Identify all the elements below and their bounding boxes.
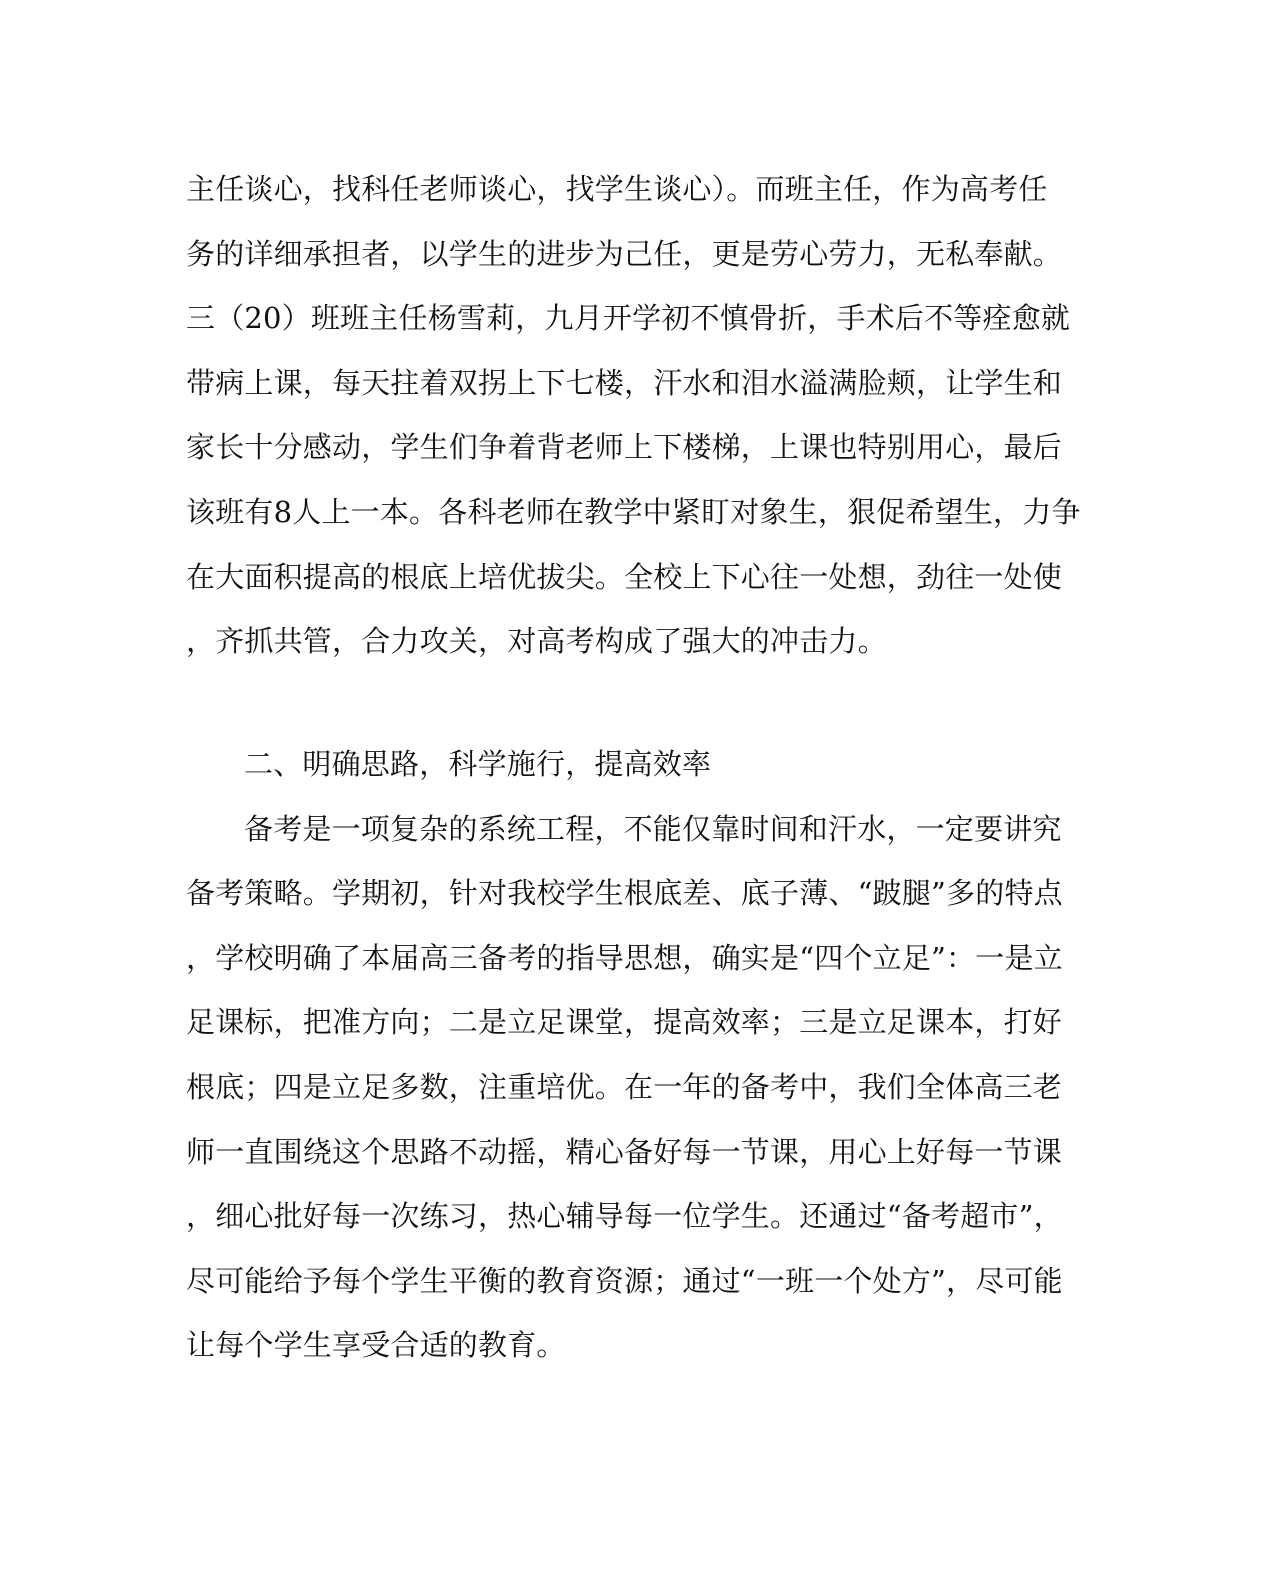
paragraph-line: 足课标，把准方向；二是立足课堂，提高效率；三是立足课本，打好 <box>186 1005 1063 1040</box>
paragraph-line: 备考是一项复杂的系统工程，不能仅靠时间和汗水，一定要讲究 <box>244 811 1062 846</box>
paragraph-line: 主任谈心，找科任老师谈心，找学生谈心）。而班主任，作为高考任 <box>186 172 1048 206</box>
paragraph-line: 三（20）班班主任杨雪莉，九月开学初不慎骨折，手术后不等痊愈就 <box>186 301 1071 336</box>
paragraph-line: 带病上课，每天拄着双拐上下七楼，汗水和泪水溢满脸颊，让学生和 <box>186 365 1063 400</box>
section-two <box>186 732 1066 1378</box>
paragraph-line: ，学校明确了本届高三备考的指导思想，确实是“四个立足”：一是立 <box>186 940 1063 975</box>
paragraph-line: 尽可能给予每个学生平衡的教育资源；通过“一班一个处方”，尽可能 <box>186 1263 1063 1298</box>
paragraph-line: 务的详细承担者，以学生的进步为己任，更是劳心劳力，无私奉献。 <box>186 236 1063 271</box>
paragraph-line: 在大面积提高的根底上培优拔尖。全校上下心往一处想，劲往一处使 <box>186 559 1063 594</box>
paragraph-continued <box>186 157 1081 674</box>
paragraph-line: ，齐抓共管，合力攻关，对高考构成了强大的冲击力。 <box>186 624 887 659</box>
paragraph-line: 家长十分感动，学生们争着背老师上下楼梯，上课也特别用心，最后 <box>186 430 1063 465</box>
paragraph-line: 让每个学生享受合适的教育。 <box>186 1328 566 1363</box>
paragraph-line: 师一直围绕这个思路不动摇，精心备好每一节课，用心上好每一节课 <box>186 1134 1063 1169</box>
paragraph-line: 备考策略。学期初，针对我校学生根底差、底子薄、“跛腿”多的特点 <box>186 876 1063 911</box>
paragraph-line: 该班有8人上一本。各科老师在教学中紧盯对象生，狠促希望生，力争 <box>186 494 1081 529</box>
paragraph-line: ，细心批好每一次练习，热心辅导每一位学生。还通过“备考超市”， <box>186 1199 1063 1234</box>
paragraph-line: 根底；四是立足多数，注重培优。在一年的备考中，我们全体高三老 <box>186 1069 1063 1104</box>
section-heading: 二、明确思路，科学施行，提高效率 <box>244 747 712 781</box>
